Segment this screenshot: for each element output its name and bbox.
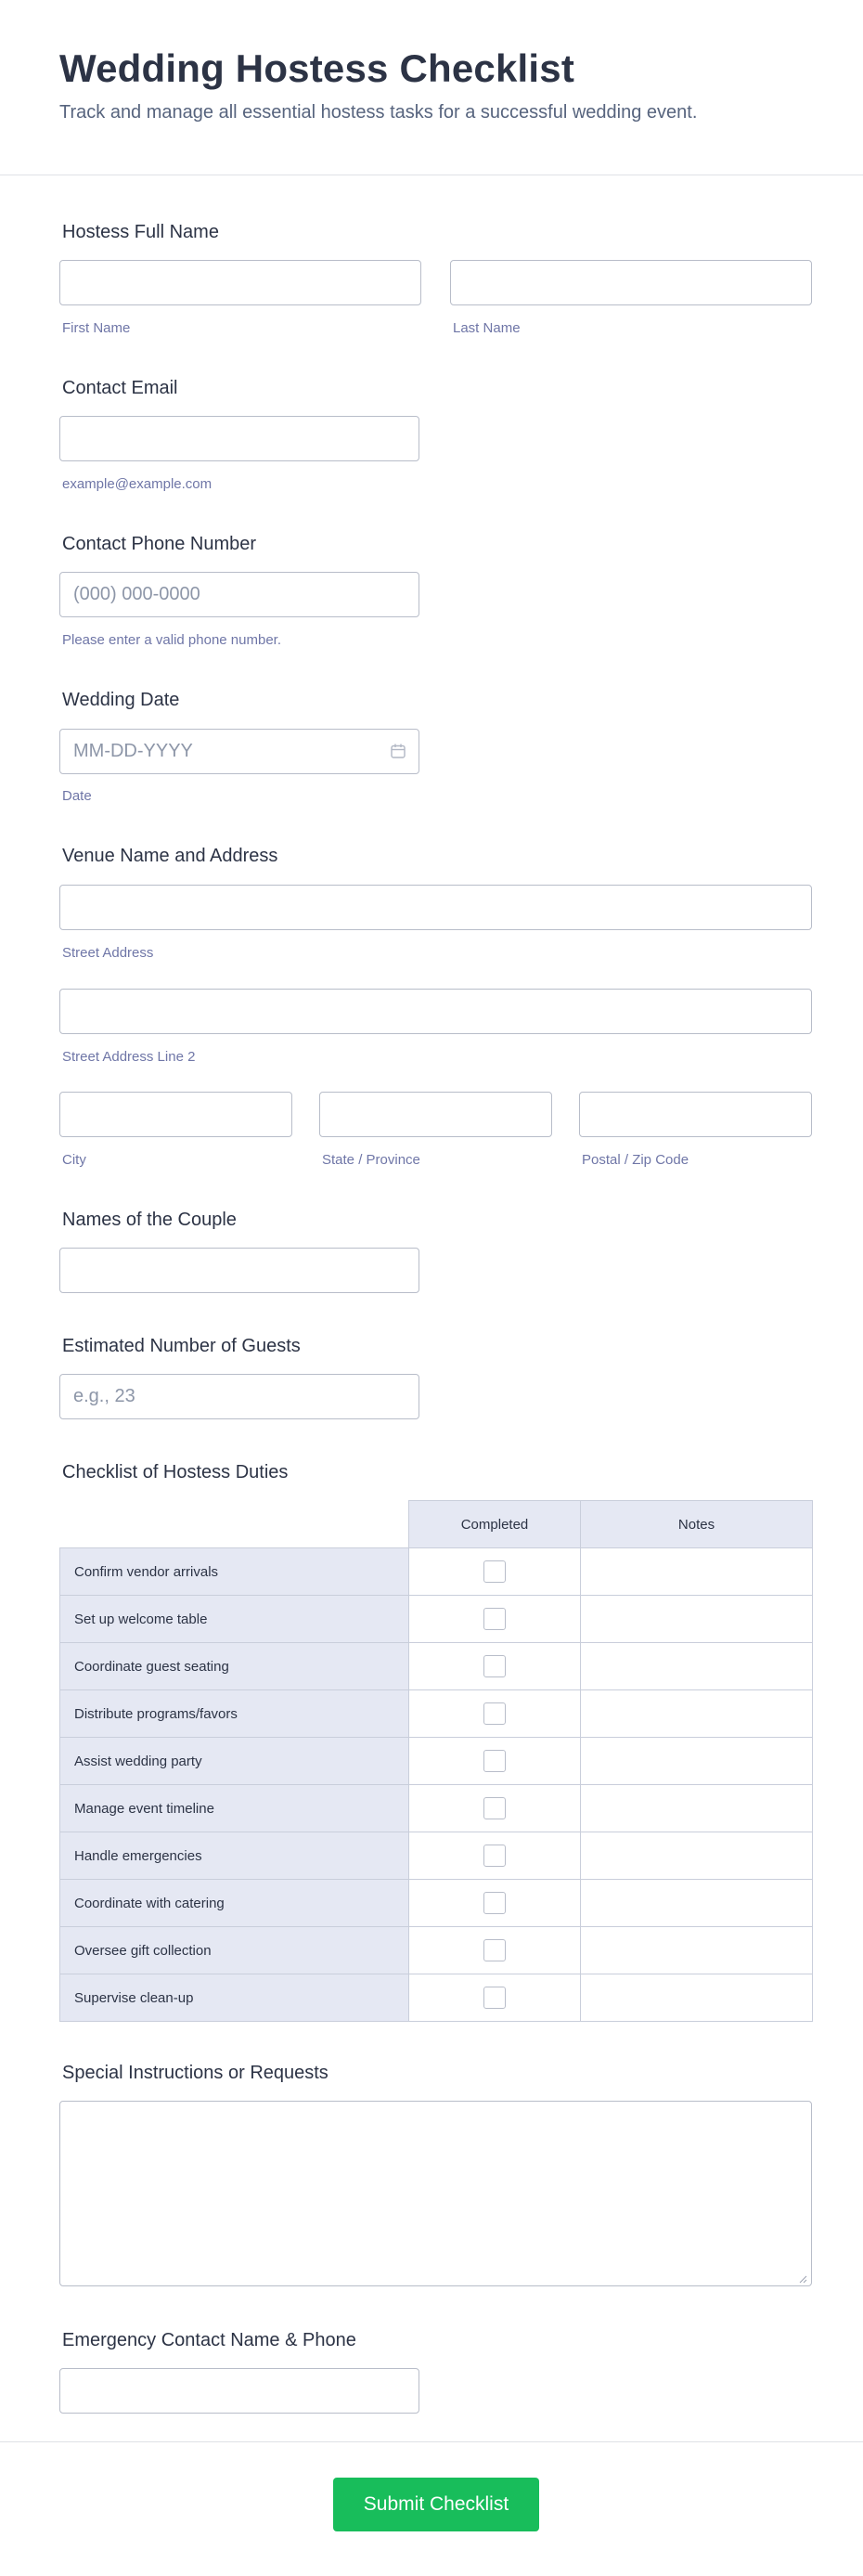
venue-label: Venue Name and Address [62,846,278,866]
last-name-sublabel: Last Name [453,320,521,336]
completed-checkbox[interactable] [483,1560,506,1583]
form-subtitle: Track and manage all essential hostess tasks for a successful wedding event. [59,102,698,123]
notes-cell[interactable] [581,1643,813,1690]
state-input[interactable] [319,1092,552,1137]
task-label: Handle emergencies [60,1832,409,1880]
wedding-date-label: Wedding Date [62,690,180,710]
calendar-icon[interactable] [390,743,406,759]
phone-label: Contact Phone Number [62,534,257,554]
emergency-input[interactable] [59,2368,419,2414]
column-header-completed: Completed [409,1501,581,1548]
notes-cell[interactable] [581,1596,813,1643]
guests-input[interactable] [59,1374,419,1419]
task-label: Set up welcome table [60,1596,409,1643]
task-label: Supervise clean-up [60,1974,409,2022]
task-label: Assist wedding party [60,1738,409,1785]
notes-cell[interactable] [581,1738,813,1785]
task-label: Oversee gift collection [60,1927,409,1974]
zip-sublabel: Postal / Zip Code [582,1152,689,1168]
table-row [60,1880,813,1927]
completed-cell [409,1927,581,1974]
task-label: Distribute programs/favors [60,1690,409,1738]
completed-cell [409,1548,581,1596]
state-sublabel: State / Province [322,1152,420,1168]
wedding-date-field [59,729,419,774]
form-title: Wedding Hostess Checklist [59,46,575,90]
city-input[interactable] [59,1092,292,1137]
checklist-table [59,1500,813,2022]
email-label: Contact Email [62,378,178,398]
completed-checkbox[interactable] [483,1655,506,1677]
notes-cell[interactable] [581,1785,813,1832]
table-corner [60,1501,409,1548]
completed-checkbox[interactable] [483,1702,506,1725]
completed-cell [409,1643,581,1690]
instructions-label: Special Instructions or Requests [62,2063,328,2083]
guests-label: Estimated Number of Guests [62,1336,301,1356]
task-label: Manage event timeline [60,1785,409,1832]
couple-label: Names of the Couple [62,1210,237,1230]
email-input[interactable] [59,416,419,461]
table-row [60,1548,813,1596]
street-address-input[interactable] [59,885,812,930]
emergency-label: Emergency Contact Name & Phone [62,2330,356,2350]
completed-checkbox[interactable] [483,1845,506,1867]
column-header-notes: Notes [581,1501,813,1548]
table-row [60,1690,813,1738]
table-row [60,1738,813,1785]
completed-cell [409,1738,581,1785]
email-sublabel: example@example.com [62,476,213,492]
completed-cell [409,1785,581,1832]
wedding-date-input[interactable] [59,729,419,774]
notes-cell[interactable] [581,1548,813,1596]
completed-cell [409,1880,581,1927]
street-address-2-input[interactable] [59,989,812,1034]
first-name-input[interactable] [59,260,421,305]
completed-cell [409,1832,581,1880]
notes-cell[interactable] [581,1974,813,2022]
notes-cell[interactable] [581,1927,813,1974]
hostess-name-label: Hostess Full Name [62,222,219,242]
completed-checkbox[interactable] [483,1750,506,1772]
street-address-sublabel: Street Address [62,945,154,961]
resize-grip-icon[interactable] [798,2274,807,2284]
completed-cell [409,1690,581,1738]
table-row [60,1643,813,1690]
zip-input[interactable] [579,1092,812,1137]
phone-sublabel: Please enter a valid phone number. [62,632,281,648]
table-row [60,1832,813,1880]
completed-checkbox[interactable] [483,1987,506,2009]
table-row [60,1927,813,1974]
checklist-label: Checklist of Hostess Duties [62,1462,289,1482]
street-address-2-sublabel: Street Address Line 2 [62,1049,196,1065]
city-sublabel: City [62,1152,86,1168]
last-name-input[interactable] [450,260,812,305]
phone-input[interactable] [59,572,419,617]
couple-input[interactable] [59,1248,419,1293]
table-row [60,1596,813,1643]
task-label: Confirm vendor arrivals [60,1548,409,1596]
table-row [60,1974,813,2022]
notes-cell[interactable] [581,1690,813,1738]
notes-cell[interactable] [581,1880,813,1927]
completed-cell [409,1596,581,1643]
completed-checkbox[interactable] [483,1608,506,1630]
instructions-textarea[interactable] [59,2101,812,2286]
completed-cell [409,1974,581,2022]
task-label: Coordinate guest seating [60,1643,409,1690]
first-name-sublabel: First Name [62,320,131,336]
checklist-rows [60,1548,813,2022]
completed-checkbox[interactable] [483,1892,506,1914]
completed-checkbox[interactable] [483,1797,506,1819]
submit-button[interactable]: Submit Checklist [333,2478,539,2531]
task-label: Coordinate with catering [60,1880,409,1927]
completed-checkbox[interactable] [483,1939,506,1961]
form-header [0,0,863,175]
table-row [60,1785,813,1832]
wedding-date-sublabel: Date [62,788,92,804]
notes-cell[interactable] [581,1832,813,1880]
